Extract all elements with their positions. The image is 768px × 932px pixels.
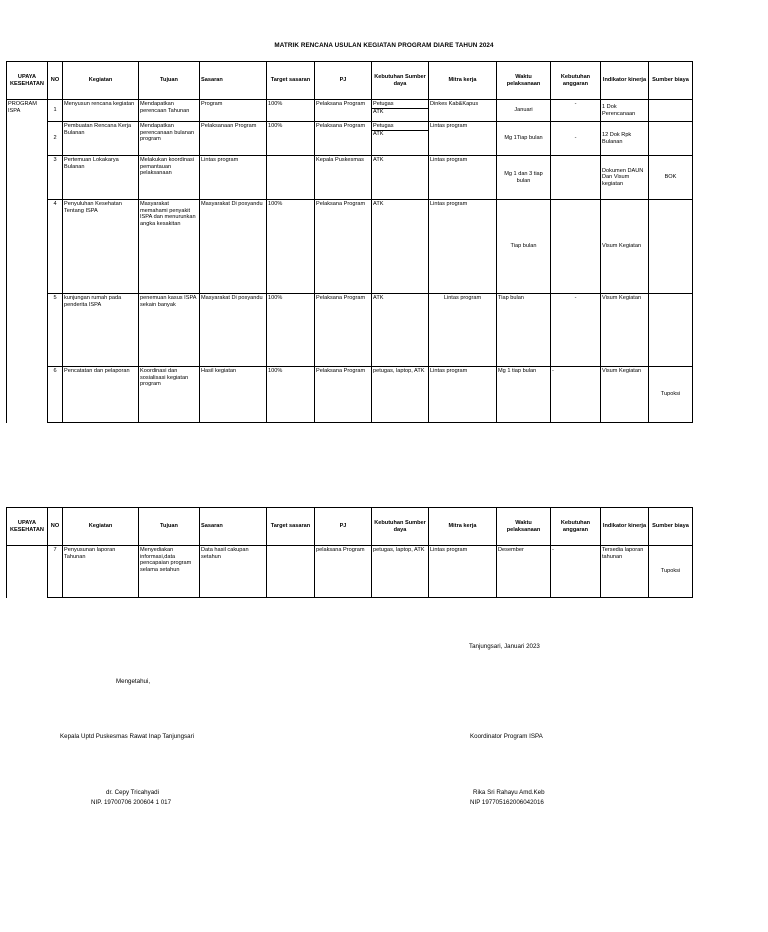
row-mitra: Lintas program: [429, 156, 497, 200]
header-anggaran: Kebutuhan anggaran: [551, 508, 601, 546]
row-mitra: Lintas program: [429, 122, 497, 156]
row-sasaran: Pelaksanaan Program: [200, 122, 267, 156]
row-sd-1: Petugas: [372, 123, 428, 131]
header-sumber: Sumber biaya: [649, 508, 693, 546]
row-kebutuhan-sd: ATK: [372, 156, 429, 200]
row-waktu: Mg 1 dan 3 tiap bulan: [497, 156, 551, 200]
header-indikator: Indikator kinerja: [601, 508, 649, 546]
row-sd-2: ATK: [373, 108, 384, 115]
row-no: 4: [48, 200, 63, 294]
row-no: 2: [48, 122, 63, 156]
row-waktu: Tiap bulan: [497, 294, 551, 367]
plan-matrix-table: [6, 61, 693, 423]
row-kegiatan: Penyuluhan Kesehatan Tentang ISPA: [63, 200, 139, 294]
header-kegiatan: Kegiatan: [63, 62, 139, 100]
row-pj: Pelaksana Program: [315, 294, 372, 367]
header-sasaran: Sasaran: [200, 508, 267, 546]
row-sasaran: Hasil kegiatan: [200, 367, 267, 423]
row-waktu: Januari: [497, 100, 551, 122]
header-mitra: Mitra kerja: [429, 62, 497, 100]
header-mitra: Mitra kerja: [429, 508, 497, 546]
row-indikator: Tersedia laporan tahunan: [601, 546, 649, 598]
row-sasaran: Masyarakat Di posyandu: [200, 294, 267, 367]
row-anggaran: -: [551, 122, 601, 156]
row-mitra: Lintas program: [429, 367, 497, 423]
row-no: 3: [48, 156, 63, 200]
row-pj: Pelaksana Program: [315, 200, 372, 294]
row-sumber: BOK: [649, 156, 693, 200]
header-indikator: Indikator kinerja: [601, 62, 649, 100]
row-kegiatan: Penyusunan laporan Tahunan: [63, 546, 139, 598]
row-tujuan: Koordinasi dan sosialisasi kegiatan program: [139, 367, 200, 423]
row-sasaran: Data hasil cakupan setahun: [200, 546, 267, 598]
header-no: NO: [48, 62, 63, 100]
row-sd-2: ATK: [373, 130, 384, 137]
header-target: Target sasaran: [267, 508, 315, 546]
table-row: [7, 367, 693, 423]
row-target: 100%: [267, 294, 315, 367]
row-kebutuhan-sd: petugas, laptop, ATK: [372, 546, 429, 598]
row-indikator: Visum Kegiatan: [601, 294, 649, 367]
row-sumber: [649, 294, 693, 367]
header-tujuan: Tujuan: [139, 508, 200, 546]
row-tujuan: Menyediakan informasi,data pencapaian program selama setahun: [139, 546, 200, 598]
header-target: Target sasaran: [267, 62, 315, 100]
mengetahui-label: Mengetahui,: [116, 678, 151, 685]
row-no: 1: [48, 100, 63, 122]
table-row: [7, 100, 693, 122]
row-target: 100%: [267, 367, 315, 423]
row-indikator: Dokumen DAUN Dan Visum kegiatan: [601, 156, 649, 200]
plan-matrix-table-continued: [6, 507, 693, 598]
table-header-row: [7, 62, 693, 100]
row-no: 5: [48, 294, 63, 367]
left-signatory-name: dr. Cepy Tricahyadi: [106, 789, 159, 796]
right-signatory-nip: NIP 197705162006042016: [470, 799, 544, 806]
row-pj: Kepala Puskesmas: [315, 156, 372, 200]
header-sasaran: Sasaran: [200, 62, 267, 100]
upaya-cell: PROGRAM ISPA: [7, 100, 48, 423]
header-pj: PJ: [315, 508, 372, 546]
row-mitra: Lintas program: [429, 294, 497, 367]
row-indikator: Visum Kegiatan: [601, 367, 649, 423]
row-kegiatan: Menyusun rencana kegiatan: [63, 100, 139, 122]
row-kebutuhan-sd: ATK: [372, 200, 429, 294]
header-anggaran: Kebutuhan anggaran: [551, 62, 601, 100]
row-indikator: Visum Kegiatan: [601, 200, 649, 294]
document-title: MATRIK RENCANA USULAN KEGIATAN PROGRAM DIARE TAHUN 2024: [274, 42, 494, 49]
header-waktu: Waktu pelaksanaan: [497, 508, 551, 546]
row-sumber: [649, 200, 693, 294]
header-upaya: UPAYA KESEHATAN: [7, 508, 48, 546]
row-tujuan: penemuan kasus ISPA sekain banyak: [139, 294, 200, 367]
header-pj: PJ: [315, 62, 372, 100]
row-no: 6: [48, 367, 63, 423]
row-anggaran: -: [551, 546, 601, 598]
right-signatory-role: Koordinator Program ISPA: [470, 733, 543, 740]
place-date: Tanjungsari, Januari 2023: [469, 643, 540, 650]
table-row: [7, 200, 693, 294]
row-sasaran: Masyarakat Di posyandu: [200, 200, 267, 294]
header-kebutuhan-sd: Kebutuhan Sumber daya: [372, 62, 429, 100]
table-row: [7, 294, 693, 367]
row-sumber: Tupoksi: [649, 367, 693, 423]
row-tujuan: Masyarakat memahami penyakit ISPA dan menurunkan angka kesakitan: [139, 200, 200, 294]
header-sumber: Sumber biaya: [649, 62, 693, 100]
row-target: 100%: [267, 122, 315, 156]
row-kegiatan: Pencatatan dan pelaporan: [63, 367, 139, 423]
table-row: [7, 156, 693, 200]
row-waktu: Tiap bulan: [497, 200, 551, 294]
right-signatory-name: Rika Sri Rahayu Amd.Keb: [473, 789, 545, 796]
row-pj: pelaksana Program: [315, 546, 372, 598]
row-tujuan: Mendapatkan perencaan Tahunan: [139, 100, 200, 122]
row-target: [267, 156, 315, 200]
row-sumber: Tupoksi: [649, 546, 693, 598]
row-kebutuhan-sd: ATK: [372, 294, 429, 367]
row-kebutuhan-sd: petugas, laptop, ATK: [372, 367, 429, 423]
row-indikator: 1 Dok Perencanaan: [601, 100, 649, 122]
row-anggaran: -: [551, 294, 601, 367]
row-waktu: Desember: [497, 546, 551, 598]
row-sd-1: Petugas: [372, 101, 428, 109]
row-anggaran: -: [551, 100, 601, 122]
table-row: [7, 546, 693, 598]
row-no: 7: [48, 546, 63, 598]
header-upaya: UPAYA KESEHATAN: [7, 62, 48, 100]
row-target: 100%: [267, 100, 315, 122]
row-sumber: [649, 122, 693, 156]
row-kegiatan: kunjungan rumah pada penderita ISPA: [63, 294, 139, 367]
header-tujuan: Tujuan: [139, 62, 200, 100]
row-kebutuhan-sd: [372, 100, 429, 122]
left-signatory-role: Kepala Uptd Puskesmas Rawat Inap Tanjungsari: [60, 733, 195, 740]
row-pj: Pelaksana Program: [315, 122, 372, 156]
row-mitra: Lintas program: [429, 546, 497, 598]
row-kebutuhan-sd: [372, 122, 429, 156]
table-header-row: [7, 508, 693, 546]
row-waktu: Mg 1 tiap bulan: [497, 367, 551, 423]
row-tujuan: Mendapatkan perencanaan bulanan program: [139, 122, 200, 156]
row-anggaran: -: [551, 367, 601, 423]
row-sasaran: Program: [200, 100, 267, 122]
row-pj: Pelaksana Program: [315, 100, 372, 122]
row-kegiatan: Pembuatan Rencana Kerja Bulanan: [63, 122, 139, 156]
row-anggaran: [551, 156, 601, 200]
row-target: [267, 546, 315, 598]
row-tujuan: Melakukan koordinasi pemantauan pelaksanaan: [139, 156, 200, 200]
row-target: 100%: [267, 200, 315, 294]
row-mitra: Dinkes Kab&Kapus: [429, 100, 497, 122]
row-sasaran: Lintas program: [200, 156, 267, 200]
row-pj: Pelaksana Program: [315, 367, 372, 423]
header-no: NO: [48, 508, 63, 546]
row-mitra: Lintas program: [429, 200, 497, 294]
table-row: [7, 122, 693, 156]
header-kegiatan: Kegiatan: [63, 508, 139, 546]
header-waktu: Waktu pelaksanaan: [497, 62, 551, 100]
row-kegiatan: Pertemuan Lokakarya Bulanan: [63, 156, 139, 200]
upaya-cell: [7, 546, 48, 598]
row-anggaran: [551, 200, 601, 294]
row-sumber: [649, 100, 693, 122]
row-indikator: 12 Dok Rpk Bulanan: [601, 122, 649, 156]
header-kebutuhan-sd: Kebutuhan Sumber daya: [372, 508, 429, 546]
left-signatory-nip: NIP. 19700706 200604 1 017: [91, 799, 172, 806]
row-waktu: Mg 1Tiap bulan: [497, 122, 551, 156]
